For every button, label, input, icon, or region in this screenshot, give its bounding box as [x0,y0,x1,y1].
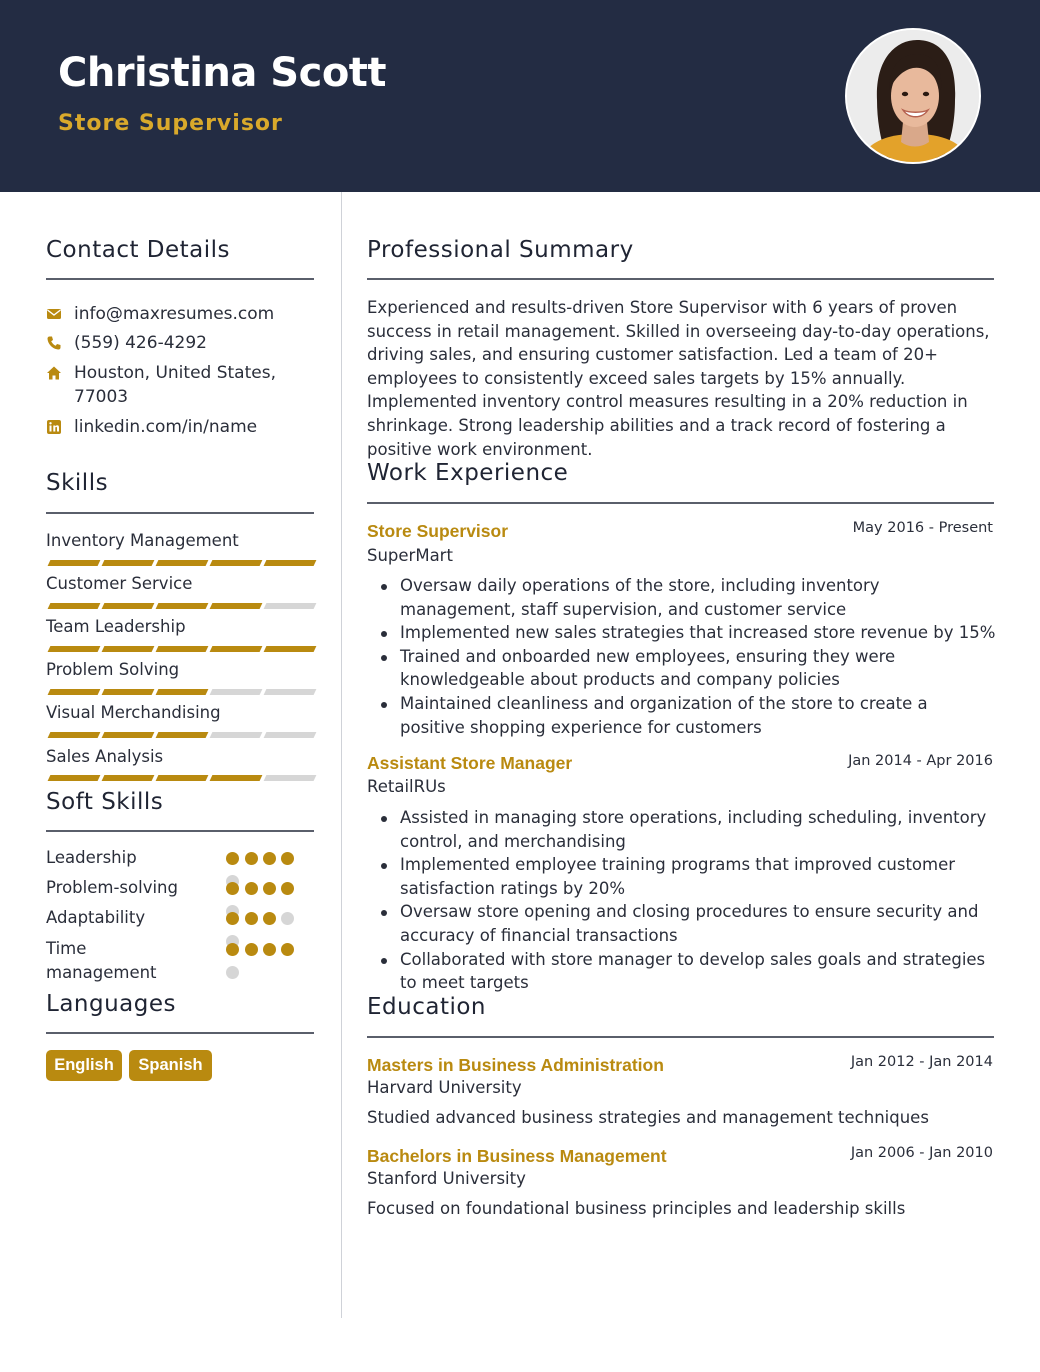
skill-segment-empty [210,732,263,738]
language-badge-spanish: Spanish [129,1050,212,1081]
summary-rule [367,278,994,280]
skills-heading: Skills [46,470,109,496]
education-rule [367,1036,994,1038]
level-dot-filled [245,912,258,925]
level-dot-empty [226,966,239,979]
level-dot-filled [263,943,276,956]
skill-segment-filled [210,603,263,609]
degree-title: Bachelors in Business Management [367,1146,667,1166]
degree-title: Masters in Business Administration [367,1055,664,1075]
summary-text: Experienced and results-driven Store Supervisor with 6 years of proven success in retail management. Skilled in overseeing day-to-day operations, driving sales, and ensuring customer satisfaction. Led a team of 20+ employees to consistently exceed sales targets by 15% annually. Implemented inventory control measures resulting in a 20% reduction in shrinkage. Strong leadership abilities and a track record of fostering a positive work environment. [367,298,990,459]
skill-segment-filled [48,560,101,566]
skill-segment-filled [210,775,263,781]
job-date: Jan 2014 - Apr 2016 [848,753,993,769]
skill-segment-empty [264,603,317,609]
skill-segment-filled [156,603,209,609]
soft-skill-name: Adaptability [46,908,146,927]
skill-segment-empty [210,689,263,695]
linkedin-icon [46,419,62,435]
languages-rule [46,1032,314,1034]
contact-heading: Contact Details [46,237,231,263]
experience-heading: Work Experience [367,460,569,486]
column-divider [341,192,342,1318]
profile-photo [847,30,981,164]
soft-skill-name: Problem-solving [46,878,178,897]
contact-email-text: info@maxresumes.com [74,304,275,324]
job-title: Store Supervisor [367,521,509,541]
job-bullets [367,806,997,995]
candidate-name: Christina Scott [58,50,387,96]
skill-segment-filled [156,646,209,652]
skill-segment-filled [48,689,101,695]
contact-phone-text: (559) 426-4292 [74,333,207,353]
envelope-icon [46,306,62,322]
soft-skill-name: Time management [46,939,157,982]
degree-description: Studied advanced business strategies and management techniques [367,1108,929,1127]
soft-skills-rule [46,830,314,832]
skill-bar [46,603,314,609]
skill-name: Customer Service [46,574,193,593]
level-dot-filled [226,912,239,925]
skill-segment-filled [102,560,155,566]
level-dot-filled [245,852,258,865]
skill-segment-empty [264,775,317,781]
skill-segment-filled [210,646,263,652]
education-heading: Education [367,994,487,1020]
skill-segment-filled [156,775,209,781]
skill-bar [46,689,314,695]
level-dot-filled [263,852,276,865]
school-name: Harvard University [367,1078,522,1097]
skill-segment-filled [48,603,101,609]
language-badge-english: English [46,1050,122,1081]
contact-rule [46,278,314,280]
skill-segment-filled [102,646,155,652]
languages-heading: Languages [46,991,176,1017]
contact-address-text: Houston, United States, 77003 [74,363,276,407]
skill-segment-filled [102,732,155,738]
school-name: Stanford University [367,1169,526,1188]
job-bullet: Collaborated with store manager to develop sales goals and strategies to meet targets [367,948,997,995]
skill-segment-filled [264,560,317,566]
level-dot-filled [263,882,276,895]
skill-segment-filled [48,732,101,738]
level-dot-filled [263,912,276,925]
skill-bar [46,646,314,652]
resume-header [0,0,1040,192]
skill-name: Inventory Management [46,531,239,550]
summary-heading: Professional Summary [367,237,634,263]
level-dot-filled [281,943,294,956]
soft-skill-name: Leadership [46,848,137,867]
skill-name: Sales Analysis [46,747,164,766]
skill-segment-filled [102,689,155,695]
contact-linkedin-text: linkedin.com/in/name [74,417,258,437]
level-dot-filled [226,882,239,895]
skill-bar [46,560,314,566]
skill-name: Team Leadership [46,617,186,636]
degree-description: Focused on foundational business principles and leadership skills [367,1199,906,1218]
skill-bar [46,775,314,781]
skill-segment-filled [102,603,155,609]
avatar [845,28,981,164]
job-bullets [367,574,997,739]
skill-segment-filled [102,775,155,781]
job-bullet: Oversaw store opening and closing procedures to ensure security and accuracy of financial transactions [367,900,997,947]
level-dot-empty [281,912,294,925]
level-dot-filled [226,943,239,956]
level-dot-filled [245,943,258,956]
level-dot-filled [226,852,239,865]
degree-date: Jan 2006 - Jan 2010 [850,1145,993,1161]
job-bullet: Trained and onboarded new employees, ensuring they were knowledgeable about products and company policies [367,645,997,692]
job-bullet: Maintained cleanliness and organization of the store to create a positive shopping experience for customers [367,692,997,739]
skill-segment-filled [264,646,317,652]
level-dot-filled [281,882,294,895]
skills-rule [46,512,314,514]
skill-segment-empty [264,689,317,695]
skill-name: Problem Solving [46,660,180,679]
phone-icon [46,335,62,351]
level-dot-filled [245,882,258,895]
candidate-title: Store Supervisor [58,111,283,136]
job-bullet: Implemented new sales strategies that increased store revenue by 15% [367,621,997,645]
skill-segment-filled [156,732,209,738]
skill-segment-filled [156,560,209,566]
experience-rule [367,502,994,504]
skill-name: Visual Merchandising [46,703,221,722]
skill-bar [46,732,314,738]
skill-segment-filled [48,646,101,652]
skill-segment-filled [48,775,101,781]
degree-date: Jan 2012 - Jan 2014 [850,1054,993,1070]
level-dot-filled [281,852,294,865]
job-date: May 2016 - Present [852,520,993,536]
job-company: RetailRUs [367,777,446,796]
job-bullet: Assisted in managing store operations, including scheduling, inventory control, and merchandising [367,806,997,853]
soft-skills-heading: Soft Skills [46,789,164,815]
job-bullet: Oversaw daily operations of the store, including inventory management, staff supervision, and customer service [367,574,997,621]
job-company: SuperMart [367,546,453,565]
job-bullet: Implemented employee training programs that improved customer satisfaction ratings by 20% [367,853,997,900]
home-icon [46,365,62,381]
skill-segment-empty [264,732,317,738]
skill-segment-filled [156,689,209,695]
job-title: Assistant Store Manager [367,753,573,773]
skill-segment-filled [210,560,263,566]
